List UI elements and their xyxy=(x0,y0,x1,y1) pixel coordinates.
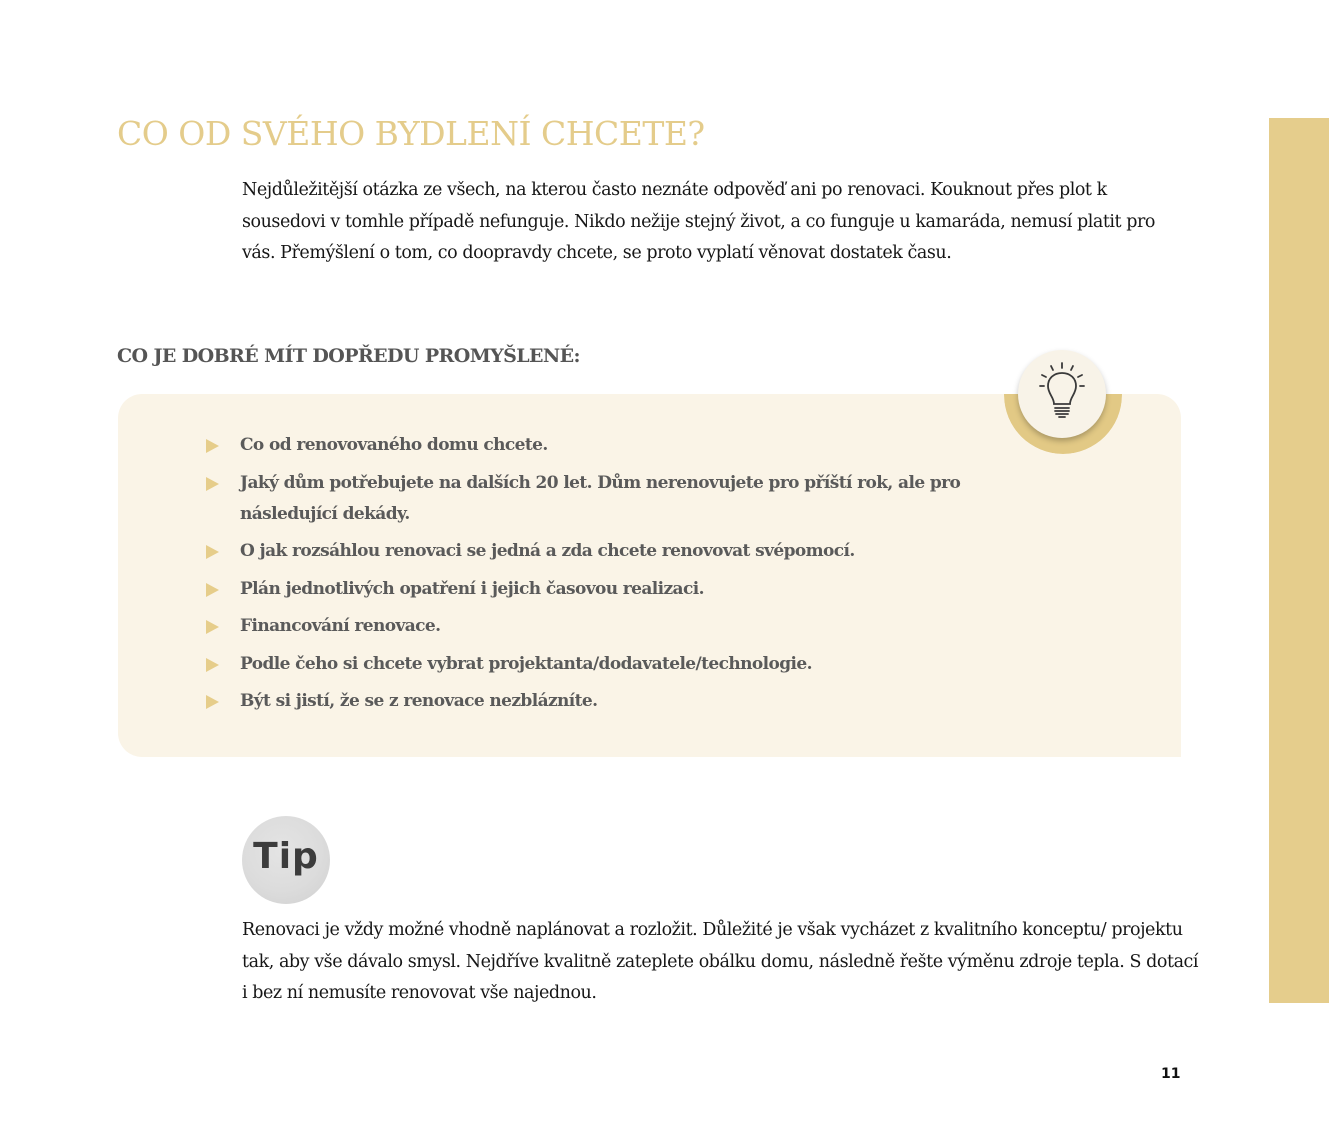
checklist-item: Plán jednotlivých opatření i jejich časovou realizaci. xyxy=(205,574,965,605)
triangle-right-icon xyxy=(206,477,219,491)
tip-paragraph: Renovaci je vždy možné vhodně naplánovat a rozložit. Důležité je však vycházet z kvalitního konceptu/ projektu tak, aby vše dávalo smysl. Nejdříve kvalitně zateplete obálku domu, následně řešte výměnu zdroje tepla. S dotací i bez ní nemusíte renovovat vše najednou. xyxy=(242,920,1199,1003)
checklist xyxy=(205,430,965,724)
side-accent-band xyxy=(1269,118,1329,1003)
triangle-right-icon xyxy=(206,620,219,634)
triangle-right-icon xyxy=(206,695,219,709)
checklist-heading: CO JE DOBRÉ MÍT DOPŘEDU PROMYŠLENÉ: xyxy=(117,345,580,367)
checklist-item: Podle čeho si chcete vybrat projektanta/dodavatele/technologie. xyxy=(205,649,965,680)
triangle-right-icon xyxy=(206,439,219,453)
triangle-right-icon xyxy=(206,545,219,559)
triangle-right-icon xyxy=(206,658,219,672)
checklist-item: Co od renovovaného domu chcete. xyxy=(205,430,965,461)
page-title: CO OD SVÉHO BYDLENÍ CHCETE? xyxy=(117,114,705,153)
checklist-item: Financování renovace. xyxy=(205,611,965,642)
badge-circle xyxy=(1018,350,1106,438)
checklist-item: Být si jistí, že se z renovace nezblázníte. xyxy=(205,686,965,717)
tip-badge xyxy=(242,816,330,904)
checklist-item: Jaký dům potřebujete na dalších 20 let. Dům nerenovujete pro příští rok, ale pro následující dekády. xyxy=(205,468,965,530)
checklist-item: O jak rozsáhlou renovaci se jedná a zda chcete renovovat svépomocí. xyxy=(205,536,965,567)
lightbulb-icon xyxy=(1032,360,1092,426)
triangle-right-icon xyxy=(206,583,219,597)
page-number: 11 xyxy=(1161,1066,1181,1082)
lightbulb-badge xyxy=(1004,350,1122,454)
intro-paragraph: Nejdůležitější otázka ze všech, na kterou často neznáte odpověď ani po renovaci. Kouknout přes plot k sousedovi v tomhle případě nefunguje. Nikdo nežije stejný život, a co funguje u kamaráda, nemusí platit pro vás. Přemýšlení o tom, co doopravdy chcete, se proto vyplatí věnovat dostatek času. xyxy=(242,180,1156,263)
tip-badge-label: Tip xyxy=(253,836,319,877)
